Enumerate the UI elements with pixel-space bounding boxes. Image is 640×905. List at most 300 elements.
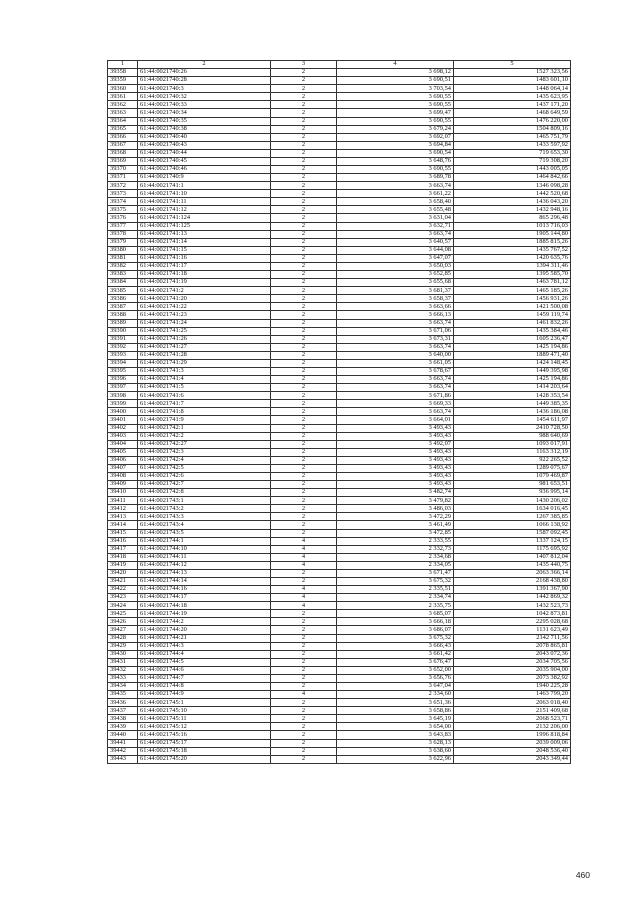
table-cell-col-4: 3 656,76 xyxy=(337,674,454,682)
table-cell-col-3: 2 xyxy=(271,238,337,246)
table-row xyxy=(108,238,571,246)
table-cell-col-2: 61:44:0021741:14 xyxy=(138,238,271,246)
table-cell-col-5: 1634 016,45 xyxy=(454,505,571,513)
table-cell-col-1: 39365 xyxy=(108,125,138,133)
table-row xyxy=(108,109,571,117)
table-cell-col-4: 3 666,18 xyxy=(337,618,454,626)
table-cell-col-2: 61:44:0021740:40 xyxy=(138,133,271,141)
table-cell-col-5: 2151 409,68 xyxy=(454,707,571,715)
table-cell-col-4: 3 663,66 xyxy=(337,303,454,311)
table-cell-col-2: 61:44:0021741:27 xyxy=(138,343,271,351)
table-cell-col-4: 3 690,55 xyxy=(337,93,454,101)
table-cell-col-2: 61:44:0021741:16 xyxy=(138,254,271,262)
table-cell-col-1: 39373 xyxy=(108,190,138,198)
data-table xyxy=(107,60,571,764)
table-cell-col-5: 936 995,14 xyxy=(454,489,571,497)
table-cell-col-4: 3 664,01 xyxy=(337,416,454,424)
table-cell-col-3: 4 xyxy=(271,545,337,553)
table-cell-col-3: 2 xyxy=(271,529,337,537)
table-cell-col-5: 1435 440,75 xyxy=(454,561,571,569)
table-cell-col-3: 2 xyxy=(271,658,337,666)
table-cell-col-3: 2 xyxy=(271,85,337,93)
table-row xyxy=(108,424,571,432)
table-cell-col-3: 2 xyxy=(271,626,337,634)
table-cell-col-5: 988 640,69 xyxy=(454,432,571,440)
table-cell-col-1: 39423 xyxy=(108,594,138,602)
table-cell-col-2: 61:44:0021744:9 xyxy=(138,691,271,699)
table-cell-col-3: 2 xyxy=(271,683,337,691)
table-cell-col-2: 61:44:0021745:17 xyxy=(138,739,271,747)
table-body xyxy=(108,69,571,764)
table-cell-col-1: 39381 xyxy=(108,254,138,262)
table-cell-col-2: 61:44:0021740:45 xyxy=(138,157,271,165)
table-cell-col-1: 39363 xyxy=(108,109,138,117)
table-cell-col-5: 1346 098,28 xyxy=(454,182,571,190)
table-cell-col-4: 3 675,32 xyxy=(337,634,454,642)
table-cell-col-1: 39425 xyxy=(108,610,138,618)
table-cell-col-3: 2 xyxy=(271,182,337,190)
table-row xyxy=(108,174,571,182)
table-cell-col-3: 2 xyxy=(271,642,337,650)
table-row xyxy=(108,384,571,392)
table-cell-col-5: 1424 148,45 xyxy=(454,359,571,367)
table-row xyxy=(108,578,571,586)
table-cell-col-5: 2043 072,36 xyxy=(454,650,571,658)
table-cell-col-2: 61:44:0021744:16 xyxy=(138,586,271,594)
table-cell-col-1: 39439 xyxy=(108,723,138,731)
table-cell-col-5: 1504 809,16 xyxy=(454,125,571,133)
table-row xyxy=(108,553,571,561)
table-cell-col-3: 2 xyxy=(271,392,337,400)
table-cell-col-3: 2 xyxy=(271,481,337,489)
table-cell-col-4: 2 334,74 xyxy=(337,594,454,602)
table-row xyxy=(108,182,571,190)
table-row xyxy=(108,311,571,319)
table-cell-col-3: 2 xyxy=(271,222,337,230)
column-header-3: 3 xyxy=(271,61,337,69)
table-row xyxy=(108,303,571,311)
table-cell-col-1: 39380 xyxy=(108,246,138,254)
table-cell-col-1: 39361 xyxy=(108,93,138,101)
table-cell-col-2: 61:44:0021744:17 xyxy=(138,594,271,602)
table-cell-col-4: 3 666,13 xyxy=(337,311,454,319)
table-cell-col-1: 39404 xyxy=(108,440,138,448)
table-cell-col-3: 2 xyxy=(271,69,337,77)
table-cell-col-5: 1442 520,68 xyxy=(454,190,571,198)
table-cell-col-2: 61:44:0021744:8 xyxy=(138,683,271,691)
table-cell-col-3: 2 xyxy=(271,351,337,359)
table-row xyxy=(108,367,571,375)
table-row xyxy=(108,327,571,335)
table-cell-col-2: 61:44:0021742:27 xyxy=(138,440,271,448)
table-cell-col-1: 39417 xyxy=(108,545,138,553)
table-cell-col-2: 61:44:0021741:3 xyxy=(138,367,271,375)
table-cell-col-1: 39406 xyxy=(108,456,138,464)
table-cell-col-4: 3 638,60 xyxy=(337,747,454,755)
table-cell-col-1: 39428 xyxy=(108,634,138,642)
table-row xyxy=(108,287,571,295)
table-cell-col-5: 2043 349,44 xyxy=(454,755,571,763)
table-cell-col-4: 3 472,29 xyxy=(337,513,454,521)
table-cell-col-4: 3 678,67 xyxy=(337,367,454,375)
table-cell-col-3: 2 xyxy=(271,149,337,157)
table-row xyxy=(108,529,571,537)
table-cell-col-4: 2 334,68 xyxy=(337,553,454,561)
table-cell-col-3: 2 xyxy=(271,93,337,101)
table-cell-col-5: 1407 812,04 xyxy=(454,553,571,561)
table-row xyxy=(108,626,571,634)
table-cell-col-1: 39436 xyxy=(108,699,138,707)
table-cell-col-2: 61:44:0021740:32 xyxy=(138,93,271,101)
table-cell-col-1: 39438 xyxy=(108,715,138,723)
table-cell-col-2: 61:44:0021741:18 xyxy=(138,271,271,279)
table-cell-col-1: 39416 xyxy=(108,537,138,545)
table-cell-col-4: 3 698,12 xyxy=(337,69,454,77)
table-cell-col-2: 61:44:0021742:4 xyxy=(138,456,271,464)
table-row xyxy=(108,206,571,214)
table-cell-col-3: 2 xyxy=(271,303,337,311)
table-cell-col-2: 61:44:0021740:43 xyxy=(138,141,271,149)
table-cell-col-5: 1476 220,00 xyxy=(454,117,571,125)
table-row xyxy=(108,295,571,303)
table-cell-col-4: 3 675,32 xyxy=(337,578,454,586)
table-cell-col-5: 2410 728,50 xyxy=(454,424,571,432)
table-row xyxy=(108,335,571,343)
table-cell-col-4: 3 661,42 xyxy=(337,650,454,658)
table-cell-col-2: 61:44:0021742:5 xyxy=(138,464,271,472)
table-row xyxy=(108,472,571,480)
table-cell-col-4: 3 622,96 xyxy=(337,755,454,763)
table-row xyxy=(108,513,571,521)
table-row xyxy=(108,691,571,699)
table-cell-col-2: 61:44:0021740:33 xyxy=(138,101,271,109)
table-cell-col-4: 3 648,76 xyxy=(337,157,454,165)
table-cell-col-2: 61:44:0021742:2 xyxy=(138,432,271,440)
table-cell-col-1: 39358 xyxy=(108,69,138,77)
table-row xyxy=(108,489,571,497)
table-row xyxy=(108,561,571,569)
table-cell-col-4: 3 663,74 xyxy=(337,376,454,384)
table-row xyxy=(108,141,571,149)
table-cell-col-3: 2 xyxy=(271,206,337,214)
table-cell-col-2: 61:44:0021744:11 xyxy=(138,553,271,561)
table-cell-col-1: 39403 xyxy=(108,432,138,440)
table-cell-col-1: 39421 xyxy=(108,578,138,586)
table-cell-col-3: 4 xyxy=(271,691,337,699)
table-cell-col-4: 3 661,22 xyxy=(337,190,454,198)
table-cell-col-4: 3 663,74 xyxy=(337,182,454,190)
table-row xyxy=(108,343,571,351)
table-cell-col-5: 1436 043,20 xyxy=(454,198,571,206)
table-cell-col-5: 1449 395,98 xyxy=(454,367,571,375)
header-row xyxy=(108,61,571,69)
table-row xyxy=(108,674,571,682)
table-cell-col-2: 61:44:0021741:20 xyxy=(138,295,271,303)
table-cell-col-3: 2 xyxy=(271,440,337,448)
table-cell-col-5: 1432 523,73 xyxy=(454,602,571,610)
table-cell-col-1: 39414 xyxy=(108,521,138,529)
table-cell-col-1: 39369 xyxy=(108,157,138,165)
table-cell-col-4: 3 685,07 xyxy=(337,610,454,618)
table-cell-col-4: 3 671,06 xyxy=(337,327,454,335)
table-cell-col-4: 3 632,71 xyxy=(337,222,454,230)
table-cell-col-4: 3 461,49 xyxy=(337,521,454,529)
table-cell-col-3: 2 xyxy=(271,408,337,416)
table-row xyxy=(108,149,571,157)
table-cell-col-5: 1449 385,35 xyxy=(454,400,571,408)
table-cell-col-4: 3 690,55 xyxy=(337,166,454,174)
table-cell-col-1: 39422 xyxy=(108,586,138,594)
table-cell-col-5: 2073 382,92 xyxy=(454,674,571,682)
table-cell-col-3: 4 xyxy=(271,553,337,561)
table-cell-col-3: 4 xyxy=(271,586,337,594)
table-row xyxy=(108,537,571,545)
table-cell-col-2: 61:44:0021741:23 xyxy=(138,311,271,319)
table-cell-col-5: 1395 585,70 xyxy=(454,271,571,279)
table-cell-col-2: 61:44:0021745:10 xyxy=(138,707,271,715)
table-cell-col-3: 2 xyxy=(271,416,337,424)
table-cell-col-4: 3 671,47 xyxy=(337,569,454,577)
table-cell-col-2: 61:44:0021741:9 xyxy=(138,416,271,424)
table-cell-col-3: 2 xyxy=(271,246,337,254)
table-cell-col-5: 1175 695,92 xyxy=(454,545,571,553)
table-row xyxy=(108,440,571,448)
table-cell-col-1: 39383 xyxy=(108,271,138,279)
table-cell-col-5: 1443 005,05 xyxy=(454,166,571,174)
table-cell-col-5: 2039 009,06 xyxy=(454,739,571,747)
table-row xyxy=(108,117,571,125)
table-cell-col-4: 3 482,74 xyxy=(337,489,454,497)
table-cell-col-1: 39424 xyxy=(108,602,138,610)
table-row xyxy=(108,642,571,650)
table-cell-col-1: 39378 xyxy=(108,230,138,238)
table-row xyxy=(108,755,571,763)
table-row xyxy=(108,569,571,577)
table-cell-col-1: 39400 xyxy=(108,408,138,416)
page-number: 460 xyxy=(575,870,590,880)
table-row xyxy=(108,521,571,529)
table-cell-col-2: 61:44:0021744:12 xyxy=(138,561,271,569)
table-cell-col-5: 1013 716,03 xyxy=(454,222,571,230)
table-row xyxy=(108,125,571,133)
table-cell-col-4: 2 333,55 xyxy=(337,537,454,545)
table-cell-col-2: 61:44:0021741:10 xyxy=(138,190,271,198)
table-cell-col-4: 3 645,19 xyxy=(337,715,454,723)
table-cell-col-3: 2 xyxy=(271,254,337,262)
table-cell-col-2: 61:44:0021741:22 xyxy=(138,303,271,311)
table-cell-col-1: 39431 xyxy=(108,658,138,666)
table-cell-col-1: 39401 xyxy=(108,416,138,424)
table-cell-col-1: 39396 xyxy=(108,376,138,384)
table-cell-col-5: 1433 597,92 xyxy=(454,141,571,149)
table-cell-col-3: 2 xyxy=(271,214,337,222)
table-cell-col-3: 2 xyxy=(271,77,337,85)
table-cell-col-4: 3 647,04 xyxy=(337,683,454,691)
table-cell-col-3: 2 xyxy=(271,343,337,351)
column-header-1: 1 xyxy=(108,61,138,69)
table-cell-col-2: 61:44:0021741:19 xyxy=(138,279,271,287)
table-cell-col-4: 3 690,51 xyxy=(337,77,454,85)
table-row xyxy=(108,351,571,359)
table-cell-col-5: 1465 751,79 xyxy=(454,133,571,141)
table-cell-col-5: 719 653,30 xyxy=(454,149,571,157)
table-cell-col-2: 61:44:0021741:8 xyxy=(138,408,271,416)
table-cell-col-1: 39362 xyxy=(108,101,138,109)
table-cell-col-4: 2 335,75 xyxy=(337,602,454,610)
table-cell-col-2: 61:44:0021741:2 xyxy=(138,287,271,295)
table-cell-col-3: 2 xyxy=(271,715,337,723)
table-cell-col-5: 1430 206,02 xyxy=(454,497,571,505)
table-row xyxy=(108,93,571,101)
table-cell-col-2: 61:44:0021741:124 xyxy=(138,214,271,222)
table-cell-col-2: 61:44:0021741:12 xyxy=(138,206,271,214)
table-cell-col-2: 61:44:0021744:7 xyxy=(138,674,271,682)
table-cell-col-1: 39382 xyxy=(108,262,138,270)
table-cell-col-3: 2 xyxy=(271,723,337,731)
table-row xyxy=(108,658,571,666)
table-cell-col-3: 2 xyxy=(271,513,337,521)
table-cell-col-3: 2 xyxy=(271,230,337,238)
table-cell-col-1: 39397 xyxy=(108,384,138,392)
table-cell-col-5: 1425 194,86 xyxy=(454,343,571,351)
table-row xyxy=(108,432,571,440)
table-row xyxy=(108,456,571,464)
table-cell-col-5: 2078 865,81 xyxy=(454,642,571,650)
table-cell-col-5: 1066 138,92 xyxy=(454,521,571,529)
table-cell-col-1: 39432 xyxy=(108,666,138,674)
table-cell-col-3: 2 xyxy=(271,109,337,117)
table-cell-col-2: 61:44:0021745:20 xyxy=(138,755,271,763)
table-cell-col-5: 1437 171,20 xyxy=(454,101,571,109)
table-cell-col-3: 2 xyxy=(271,319,337,327)
table-cell-col-1: 39418 xyxy=(108,553,138,561)
table-cell-col-2: 61:44:0021741:15 xyxy=(138,246,271,254)
table-cell-col-1: 39377 xyxy=(108,222,138,230)
table-cell-col-1: 39384 xyxy=(108,279,138,287)
table-cell-col-2: 61:44:0021744:3 xyxy=(138,642,271,650)
table-cell-col-1: 39395 xyxy=(108,367,138,375)
table-cell-col-1: 39443 xyxy=(108,755,138,763)
table-cell-col-1: 39359 xyxy=(108,77,138,85)
table-cell-col-5: 1442 869,32 xyxy=(454,594,571,602)
table-cell-col-2: 61:44:0021745:18 xyxy=(138,747,271,755)
table-cell-col-5: 1448 064,14 xyxy=(454,85,571,93)
table-row xyxy=(108,69,571,77)
table-cell-col-5: 1435 384,46 xyxy=(454,327,571,335)
table-cell-col-4: 3 493,43 xyxy=(337,481,454,489)
table-cell-col-2: 61:44:0021741:11 xyxy=(138,198,271,206)
table-cell-col-4: 3 479,82 xyxy=(337,497,454,505)
table-row xyxy=(108,222,571,230)
table-cell-col-2: 61:44:0021741:125 xyxy=(138,222,271,230)
table-cell-col-3: 2 xyxy=(271,190,337,198)
table-row xyxy=(108,198,571,206)
table-cell-col-4: 2 334,60 xyxy=(337,691,454,699)
table-cell-col-4: 3 703,54 xyxy=(337,85,454,93)
table-row xyxy=(108,481,571,489)
table-cell-col-1: 39415 xyxy=(108,529,138,537)
table-cell-col-1: 39441 xyxy=(108,739,138,747)
table-row xyxy=(108,359,571,367)
table-cell-col-2: 61:44:0021740:26 xyxy=(138,69,271,77)
table-cell-col-5: 1940 225,28 xyxy=(454,683,571,691)
table-cell-col-2: 61:44:0021743:2 xyxy=(138,505,271,513)
table-cell-col-5: 1163 312,19 xyxy=(454,448,571,456)
table-cell-col-5: 1414 203,64 xyxy=(454,384,571,392)
table-cell-col-1: 39408 xyxy=(108,472,138,480)
table-cell-col-1: 39389 xyxy=(108,319,138,327)
table-cell-col-2: 61:44:0021743:4 xyxy=(138,521,271,529)
table-cell-col-2: 61:44:0021740:9 xyxy=(138,174,271,182)
table-cell-col-1: 39390 xyxy=(108,327,138,335)
table-cell-col-3: 2 xyxy=(271,650,337,658)
table-cell-col-5: 2295 028,68 xyxy=(454,618,571,626)
column-header-5: 5 xyxy=(454,61,571,69)
table-cell-col-3: 2 xyxy=(271,472,337,480)
table-cell-col-3: 2 xyxy=(271,497,337,505)
table-cell-col-2: 61:44:0021741:1 xyxy=(138,182,271,190)
table-cell-col-5: 1463 781,12 xyxy=(454,279,571,287)
table-row xyxy=(108,731,571,739)
table-cell-col-3: 2 xyxy=(271,674,337,682)
table-cell-col-2: 61:44:0021744:2 xyxy=(138,618,271,626)
table-cell-col-2: 61:44:0021744:21 xyxy=(138,634,271,642)
table-row xyxy=(108,254,571,262)
table-cell-col-4: 3 493,43 xyxy=(337,432,454,440)
table-cell-col-1: 39434 xyxy=(108,683,138,691)
table-cell-col-5: 2063 366,14 xyxy=(454,569,571,577)
table-cell-col-2: 61:44:0021740:44 xyxy=(138,149,271,157)
table-row xyxy=(108,618,571,626)
table-row xyxy=(108,392,571,400)
table-cell-col-4: 3 671,86 xyxy=(337,392,454,400)
table-cell-col-2: 61:44:0021744:10 xyxy=(138,545,271,553)
table-cell-col-3: 2 xyxy=(271,707,337,715)
table-cell-col-4: 3 640,57 xyxy=(337,238,454,246)
table-cell-col-3: 2 xyxy=(271,141,337,149)
table-cell-col-1: 39412 xyxy=(108,505,138,513)
table-cell-col-1: 39420 xyxy=(108,569,138,577)
table-row xyxy=(108,101,571,109)
table-cell-col-5: 1885 815,26 xyxy=(454,238,571,246)
table-cell-col-3: 2 xyxy=(271,755,337,763)
table-cell-col-3: 2 xyxy=(271,295,337,303)
table-cell-col-4: 2 335,51 xyxy=(337,586,454,594)
table-cell-col-1: 39385 xyxy=(108,287,138,295)
table-cell-col-4: 3 690,54 xyxy=(337,149,454,157)
table-cell-col-1: 39372 xyxy=(108,182,138,190)
table-cell-col-5: 1463 799,20 xyxy=(454,691,571,699)
table-cell-col-4: 3 692,07 xyxy=(337,133,454,141)
table-cell-col-3: 2 xyxy=(271,376,337,384)
table-cell-col-5: 2142 711,56 xyxy=(454,634,571,642)
table-row xyxy=(108,634,571,642)
table-cell-col-4: 3 694,84 xyxy=(337,141,454,149)
table-cell-col-4: 3 652,00 xyxy=(337,666,454,674)
table-cell-col-3: 2 xyxy=(271,271,337,279)
table-cell-col-2: 61:44:0021745:12 xyxy=(138,723,271,731)
table-cell-col-3: 2 xyxy=(271,610,337,618)
table-cell-col-5: 1468 649,59 xyxy=(454,109,571,117)
table-cell-col-2: 61:44:0021742:8 xyxy=(138,489,271,497)
table-cell-col-4: 3 493,43 xyxy=(337,472,454,480)
table-cell-col-5: 1435 767,52 xyxy=(454,246,571,254)
table-cell-col-1: 39394 xyxy=(108,359,138,367)
table-cell-col-2: 61:44:0021742:3 xyxy=(138,448,271,456)
table-cell-col-3: 2 xyxy=(271,384,337,392)
table-cell-col-1: 39370 xyxy=(108,166,138,174)
table-cell-col-4: 3 493,43 xyxy=(337,464,454,472)
